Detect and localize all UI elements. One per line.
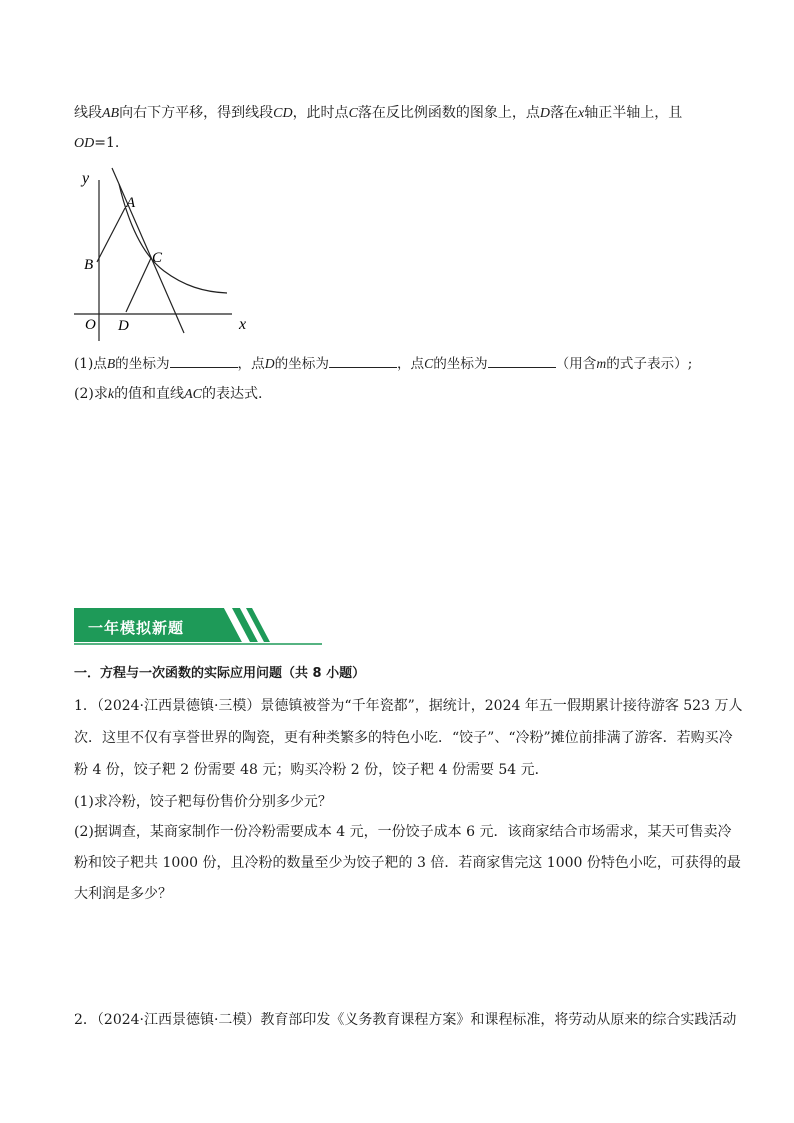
label-o: O xyxy=(85,317,96,333)
intro-line-1 xyxy=(74,103,682,124)
inverse-proportion-curve xyxy=(119,184,227,293)
segment-cd xyxy=(126,258,151,312)
problem1-line-5: (2)据调查，某商家制作一份冷粉需要成本 4 元，一份饺子成本 6 元．该商家结合市场需求，某天可售卖冷 xyxy=(74,824,732,840)
line-ac xyxy=(112,168,184,333)
math-b: B xyxy=(106,356,116,371)
label-y: y xyxy=(82,170,90,187)
segment-ab xyxy=(97,208,125,262)
q1-text: 的式子表示）; xyxy=(606,356,693,372)
problem1-line-3: 粉 4 份，饺子粑 2 份需要 48 元；购买冷粉 2 份，饺子粑 4 份需要 54 元． xyxy=(74,762,549,778)
q1-text: ，点 xyxy=(396,356,425,372)
math-ac: AC xyxy=(184,387,202,402)
problem1-line-2: 次．这里不仅有享誉世界的陶瓷，更有种类繁多的特色小吃．“饺子”、“冷粉”摊位前排满了游客．若购买冷 xyxy=(74,730,733,746)
label-a: A xyxy=(126,195,136,211)
intro-line-2 xyxy=(74,133,119,154)
math-c: C xyxy=(348,106,358,121)
intro-text: 落在反比例函数的图象上，点 xyxy=(357,105,540,121)
section-banner xyxy=(74,608,324,646)
intro-text: 向右下方平移，得到线段 xyxy=(119,105,274,121)
intro-text: 线段 xyxy=(74,105,102,121)
q1-text: （用含 xyxy=(555,356,597,372)
intro-text: 轴正半轴上，且 xyxy=(584,105,683,121)
q2-text: 的表达式. xyxy=(201,386,263,402)
math-ab: AB xyxy=(102,106,120,121)
math-x: x xyxy=(578,106,585,121)
q1-text: 的坐标为 xyxy=(433,356,488,372)
question-2 xyxy=(74,384,262,405)
label-c: C xyxy=(152,250,163,266)
label-b: B xyxy=(84,257,94,273)
label-x: x xyxy=(239,316,247,333)
q1-text: 的坐标为 xyxy=(115,356,170,372)
intro-text: 落在 xyxy=(550,105,579,121)
problem1-line-6: 粉和饺子粑共 1000 份，且冷粉的数量至少为饺子粑的 3 倍．若商家售完这 1000 份特色小吃，可获得的最 xyxy=(74,855,741,871)
math-c: C xyxy=(424,356,434,371)
period: . xyxy=(114,135,120,151)
q2-text: (2)求 xyxy=(74,386,108,402)
math-k: k xyxy=(107,387,115,402)
math-d: D xyxy=(264,356,275,371)
q1-text: ，点 xyxy=(237,356,265,372)
answer-blank-b[interactable] xyxy=(170,352,238,368)
section-heading: 一．方程与一次函数的实际应用问题（共 8 小题） xyxy=(74,666,366,681)
problem1-line-4: (1)求冷粉，饺子粑每份售价分别多少元？ xyxy=(74,794,332,810)
label-d: D xyxy=(118,318,129,334)
q1-text: 的坐标为 xyxy=(274,356,329,372)
problem1-line-7: 大利润是多少？ xyxy=(74,886,172,902)
math-od: OD xyxy=(74,136,95,151)
question-1 xyxy=(74,352,692,374)
q2-text: 的值和直线 xyxy=(114,386,185,402)
math-cd: CD xyxy=(273,106,293,121)
math-m: m xyxy=(596,356,607,371)
answer-blank-c[interactable] xyxy=(488,352,556,368)
math-d: D xyxy=(539,106,551,121)
intro-text: ，此时点 xyxy=(292,105,349,121)
answer-blank-d[interactable] xyxy=(329,352,397,368)
banner-title: 一年模拟新题 xyxy=(88,619,185,637)
problem1-line-1: 1．（2024·江西景德镇·三模）景德镇被誉为“千年瓷都”，据统计，2024 年五一假期累计接待游客 523 万人 xyxy=(74,698,743,714)
math-eq: =1 xyxy=(94,135,115,151)
coordinate-graph xyxy=(74,166,264,341)
problem2-line-1: 2．（2024·江西景德镇·二模）教育部印发《义务教育课程方案》和课程标准，将劳动从原来的综合实践活动 xyxy=(74,1012,737,1028)
q1-text: (1)点 xyxy=(74,356,107,372)
